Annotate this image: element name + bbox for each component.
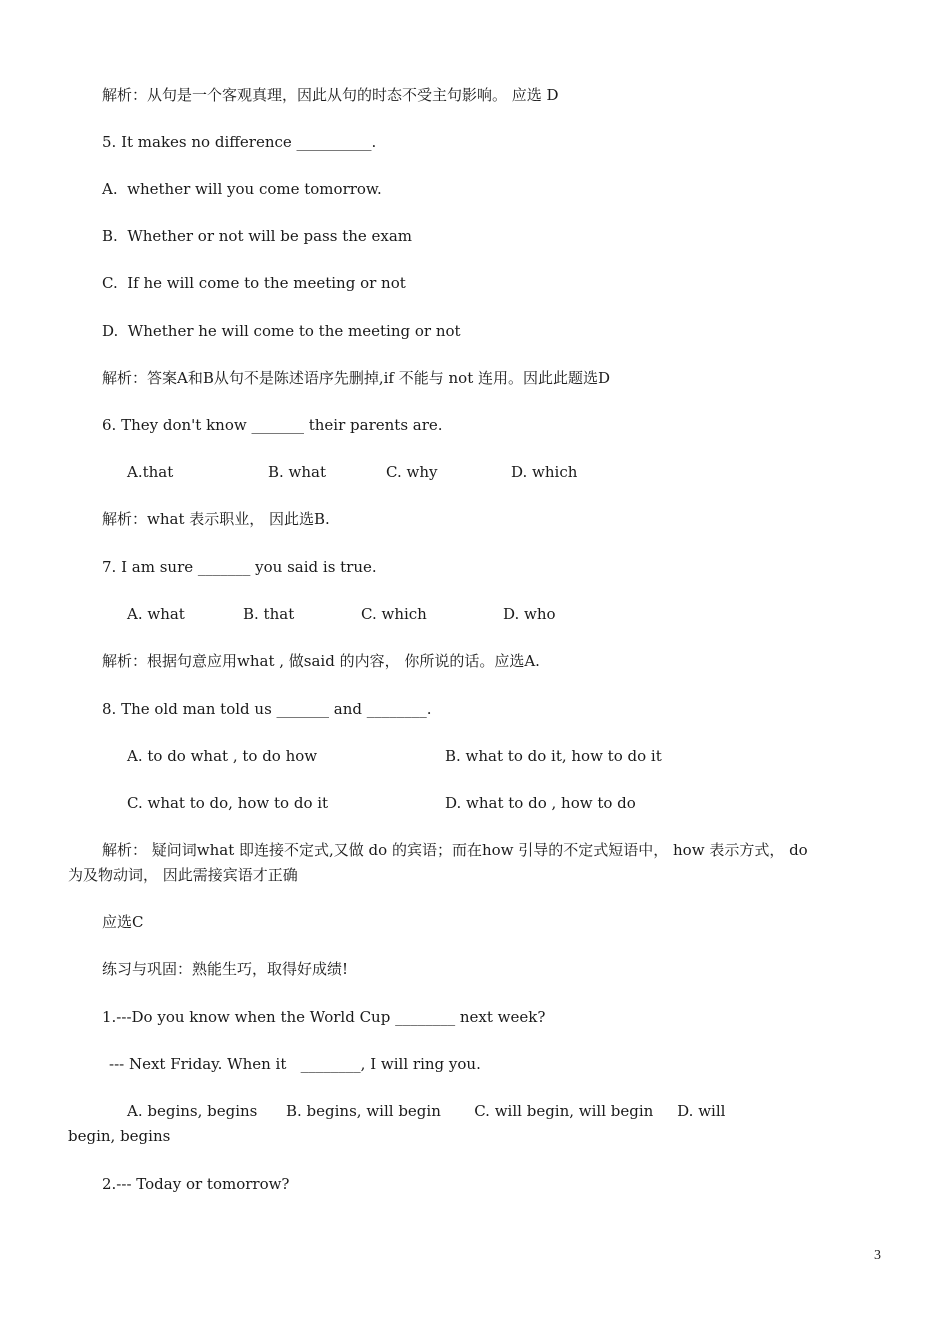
page-number: 3 [874, 1248, 881, 1263]
q7-stem: 7. I am sure _______ you said is true. [102, 558, 377, 576]
p1-options-line2: begin, begins [68, 1127, 171, 1145]
q8-stem: 8. The old man told us _______ and ________. [102, 700, 432, 718]
practice-heading: 练习与巩固：熟能生巧，取得好成绩! [102, 960, 349, 978]
q5-option-c: C. If he will come to the meeting or not [102, 274, 406, 292]
q6-option-c: C. why [386, 463, 438, 481]
q6-option-a: A.that [127, 463, 174, 481]
q7-option-c: C. which [361, 605, 427, 623]
q8-option-a: A. to do what , to do how [127, 747, 318, 765]
q7-explanation: 解析：根据句意应用what , 做said 的内容， 你所说的话。应选A. [102, 652, 540, 670]
q6-option-b: B. what [268, 463, 327, 481]
q8-explanation-line1: 解析： 疑问词what 即连接不定式,又做 do 的宾语；而在how 引导的不定式短语中， how 表示方式， do [102, 841, 808, 859]
q8-explanation-line2: 为及物动词， 因此需接宾语才正确 [68, 866, 298, 884]
p1-stem: 1.---Do you know when the World Cup ________ next week? [102, 1008, 546, 1026]
p1-options-line1: A. begins, begins B. begins, will begin C. will begin, will begin D. will [127, 1102, 726, 1120]
q7-option-a: A. what [127, 605, 185, 623]
q5-option-b: B. Whether or not will be pass the exam [102, 227, 413, 245]
q8-option-b: B. what to do it, how to do it [445, 747, 662, 765]
q8-answer: 应选C [102, 913, 144, 931]
q8-option-d: D. what to do , how to do [445, 794, 636, 812]
q8-option-c: C. what to do, how to do it [127, 794, 329, 812]
q5-explanation: 解析：答案A和B从句不是陈述语序先删掉,if 不能与 not 连用。因此此题选D [102, 369, 611, 387]
q5-stem: 5. It makes no difference __________. [102, 133, 377, 151]
q6-option-d: D. which [511, 463, 578, 481]
p1-reply: --- Next Friday. When it ________, I will ring you. [109, 1055, 481, 1073]
q5-option-a: A. whether will you come tomorrow. [102, 180, 382, 198]
p2-stem: 2.--- Today or tomorrow? [102, 1175, 290, 1193]
q5-option-d: D. Whether he will come to the meeting or not [102, 322, 461, 340]
q6-explanation: 解析：what 表示职业， 因此选B. [102, 510, 330, 528]
q7-option-b: B. that [243, 605, 295, 623]
q7-option-d: D. who [503, 605, 556, 623]
q6-stem: 6. They don't know _______ their parents are. [102, 416, 443, 434]
q4-explanation: 解析：从句是一个客观真理，因此从句的时态不受主句影响。 应选 D [102, 86, 559, 104]
